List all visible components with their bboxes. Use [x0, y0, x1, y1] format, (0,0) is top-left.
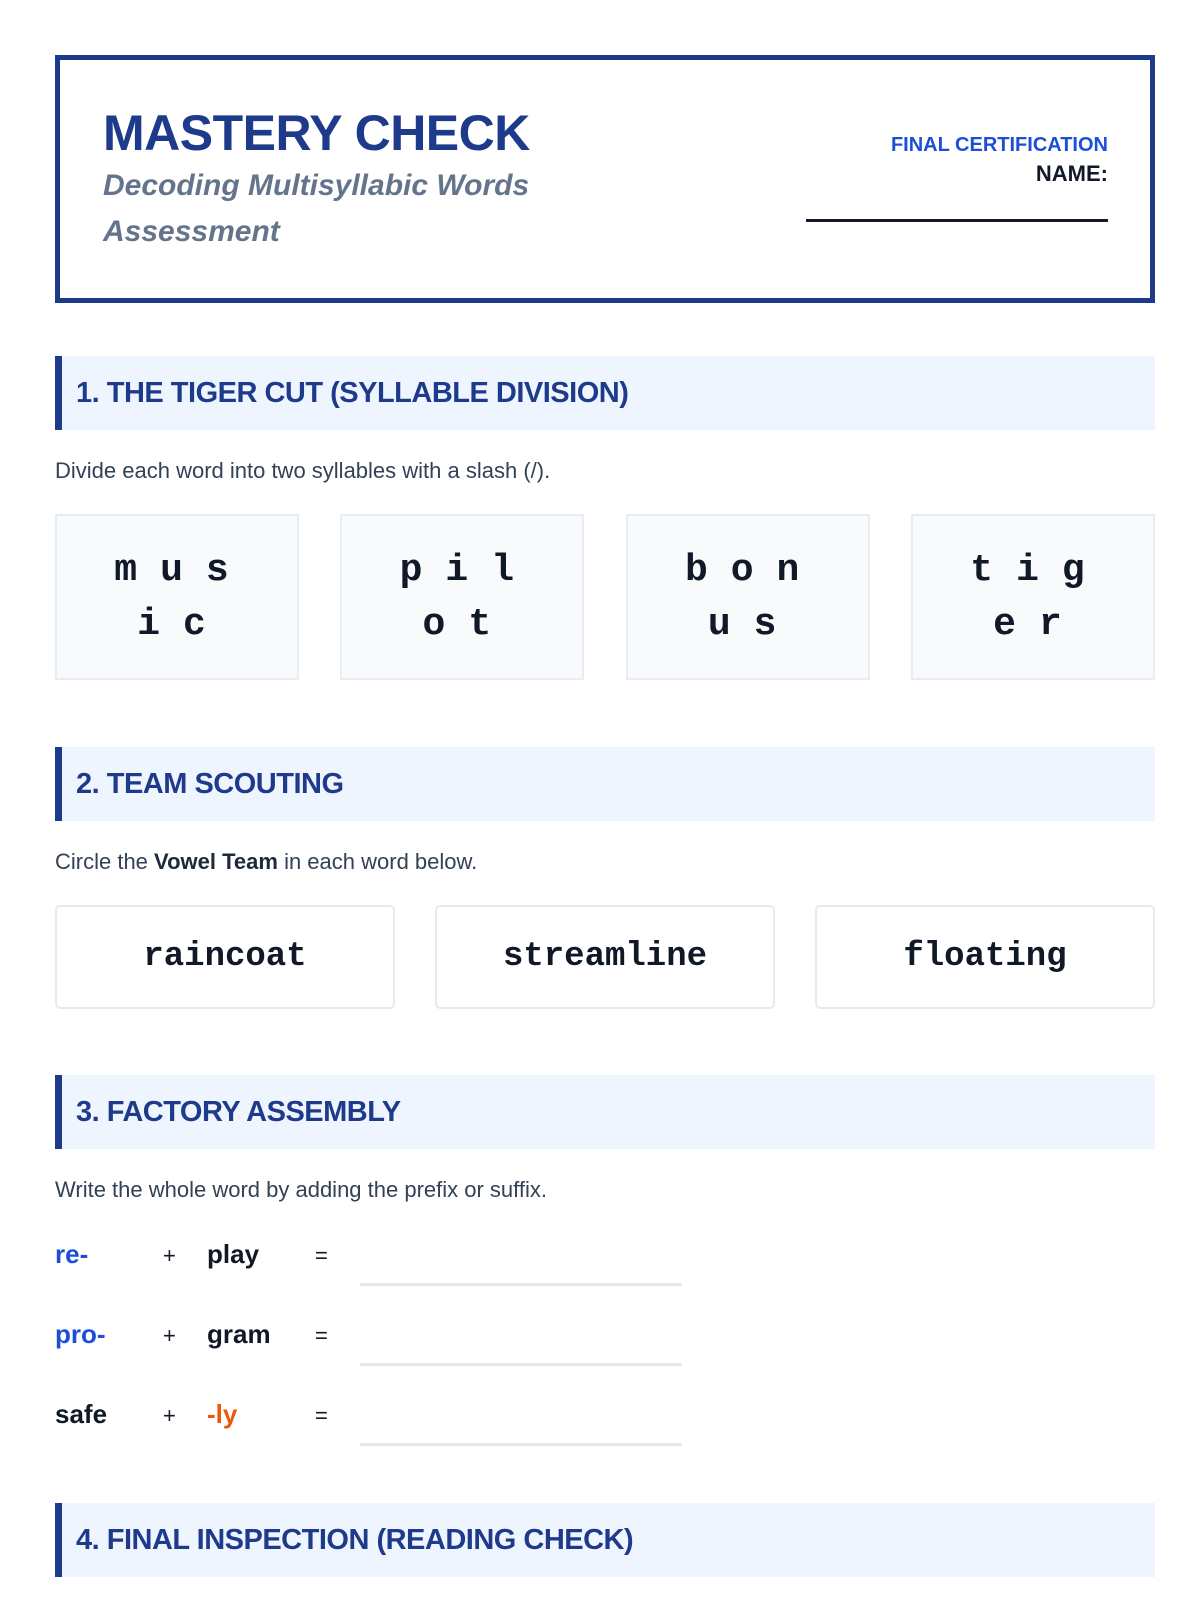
vowel-team-word: floating [903, 938, 1067, 976]
assembly-row [55, 1301, 1155, 1381]
base-word: gram [207, 1319, 271, 1349]
worksheet-page [55, 55, 1155, 1577]
name-input-line[interactable] [806, 219, 1108, 222]
answer-line[interactable] [360, 1283, 682, 1286]
section-2-header [55, 747, 1155, 821]
certification-label: FINAL CERTIFICATION [890, 134, 1108, 156]
plus-sign: + [163, 1243, 176, 1268]
vowel-team-word: raincoat [143, 938, 307, 976]
syllable-tile[interactable] [340, 514, 584, 680]
vowel-team-card[interactable] [435, 905, 775, 1009]
equals-sign: = [315, 1403, 328, 1428]
vowel-team-cards [55, 905, 1155, 1009]
assembly-rows [55, 1221, 1155, 1461]
syllable-word: tiger [970, 549, 1108, 646]
section-1-title: 1. THE TIGER CUT (SYLLABLE DIVISION) [76, 376, 629, 409]
name-label: NAME: [1035, 161, 1108, 186]
plus-sign: + [163, 1403, 176, 1428]
vowel-team-card[interactable] [55, 905, 395, 1009]
instruction-text: in each word below. [284, 849, 478, 874]
section-2-title: 2. TEAM SCOUTING [76, 767, 344, 800]
section-4-title: 4. FINAL INSPECTION (READING CHECK) [76, 1523, 634, 1556]
base-word: play [207, 1239, 260, 1269]
syllable-tiles [55, 514, 1155, 680]
section-1-header [55, 356, 1155, 430]
prefix: re- [55, 1239, 89, 1269]
instruction-emphasis: Vowel Team [154, 849, 278, 874]
equals-sign: = [315, 1243, 328, 1268]
header-box [55, 55, 1155, 303]
answer-line[interactable] [360, 1363, 682, 1366]
section-2-instruction [55, 849, 1155, 875]
syllable-tile[interactable] [911, 514, 1155, 680]
certification-block [806, 132, 1108, 222]
syllable-tile[interactable] [55, 514, 299, 680]
syllable-word: pilot [399, 549, 538, 646]
section-3-header [55, 1075, 1155, 1149]
plus-sign: + [163, 1323, 176, 1348]
syllable-tile[interactable] [626, 514, 870, 680]
vowel-team-word: streamline [502, 938, 708, 976]
section-4-header [55, 1503, 1155, 1577]
instruction-text: Circle the [55, 849, 148, 874]
base-word: safe [55, 1399, 108, 1429]
answer-line[interactable] [360, 1443, 682, 1446]
page-subtitle: Decoding Multisyllabic Words Assessment [103, 169, 530, 248]
assembly-row [55, 1381, 1155, 1461]
section-3-title: 3. FACTORY ASSEMBLY [76, 1095, 401, 1128]
section-1-instruction: Divide each word into two syllables with a slash (/). [55, 458, 551, 483]
suffix: -ly [207, 1399, 238, 1429]
syllable-word: music [114, 549, 252, 646]
assembly-row [55, 1221, 1155, 1301]
equals-sign: = [315, 1323, 328, 1348]
section-3-instruction: Write the whole word by adding the prefix or suffix. [55, 1177, 547, 1202]
vowel-team-card[interactable] [815, 905, 1155, 1009]
syllable-word: bonus [684, 549, 823, 646]
page-title: MASTERY CHECK [103, 105, 530, 161]
prefix: pro- [55, 1319, 106, 1349]
